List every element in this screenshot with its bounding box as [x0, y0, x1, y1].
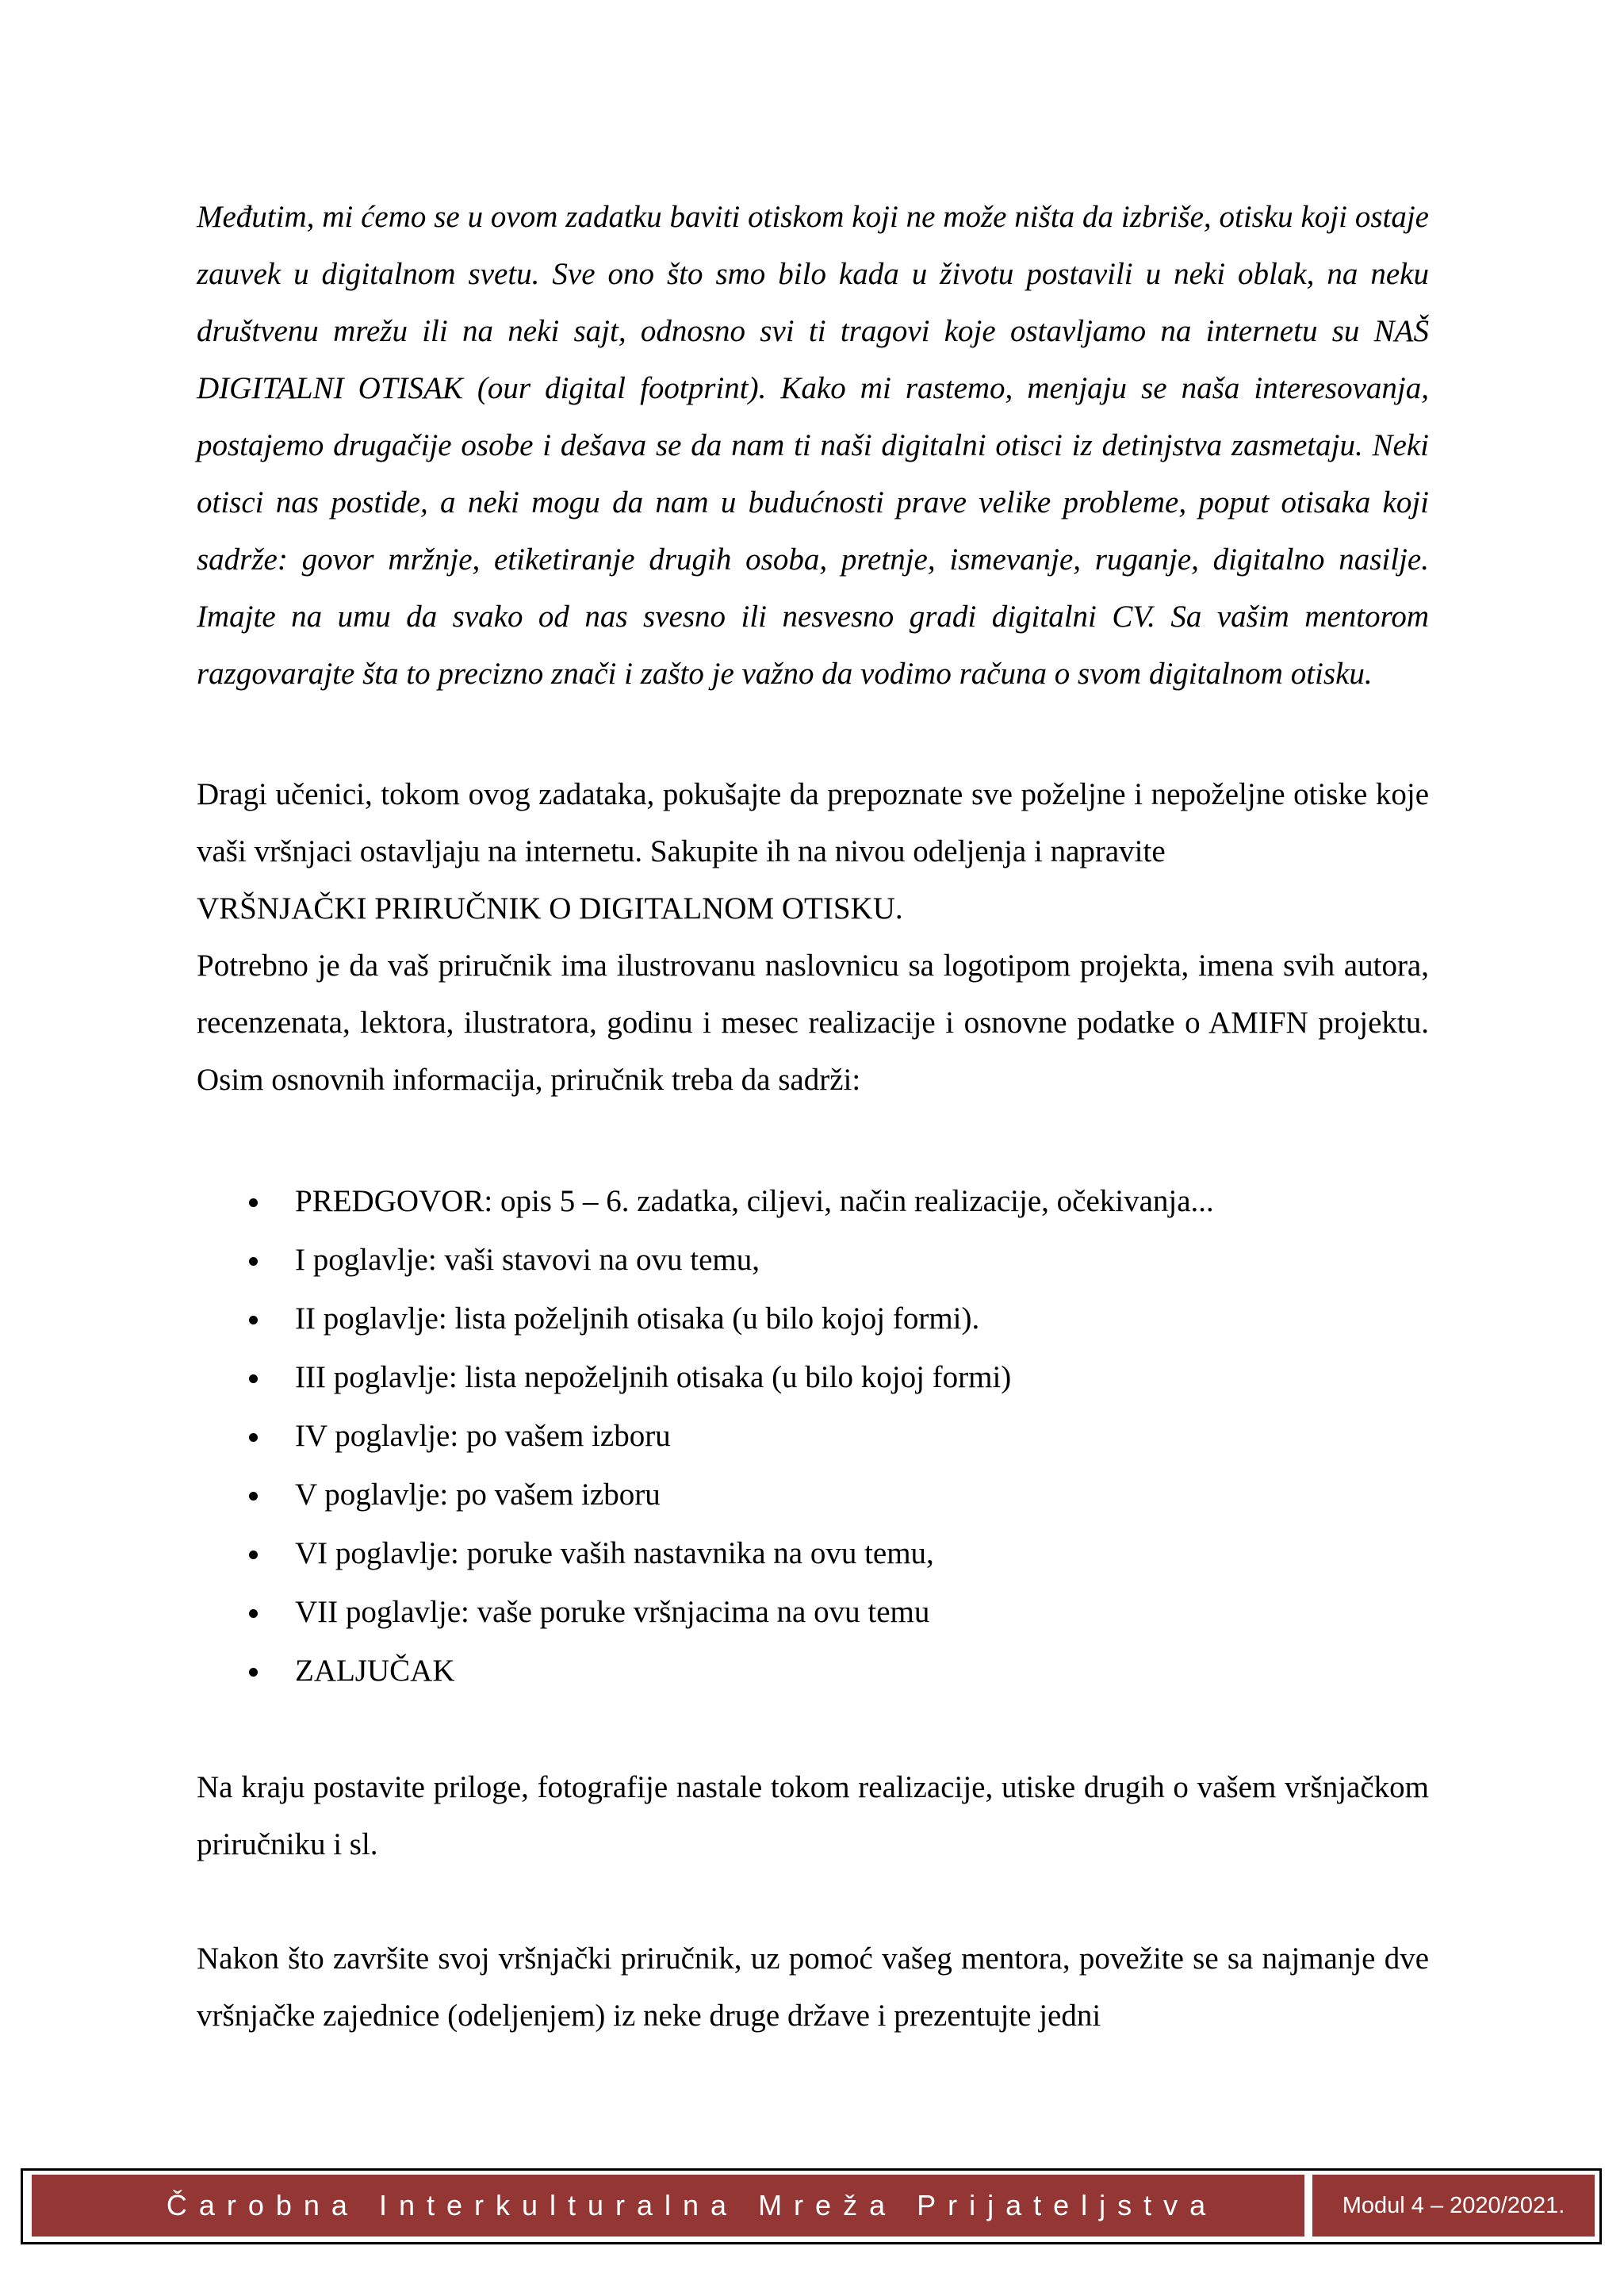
list-item: [197, 1348, 1429, 1407]
list-item: [197, 1642, 1429, 1700]
bullet-icon: [249, 1609, 258, 1618]
list-item: [197, 1407, 1429, 1466]
bullet-icon: [249, 1198, 258, 1207]
bullet-icon: [249, 1550, 258, 1559]
footer-project-name: Čarobna Interkulturalna Mreža Prijateljstva: [166, 2189, 1218, 2221]
chapter-list: [197, 1172, 1429, 1700]
list-item-text: PREDGOVOR: opis 5 – 6. zadatka, ciljevi, način realizacije, očekivanja...: [295, 1184, 1214, 1218]
list-item-text: V poglavlje: po vašem izboru: [295, 1478, 661, 1512]
list-item: [197, 1466, 1429, 1524]
footer-project-banner: [32, 2175, 1304, 2237]
list-item-text: II poglavlje: lista poželjnih otisaka (u bilo kojoj formi).: [295, 1301, 980, 1336]
bullet-icon: [249, 1492, 258, 1501]
final-paragraph: Nakon što završite svoj vršnjački priručnik, uz pomoć vašeg mentora, povežite se sa najmanje dve vršnjačke zajednice (odeljenjem) iz neke druge države i prezentujte jedni: [197, 1941, 1429, 2033]
requirements-paragraph: Potrebno je da vaš priručnik ima ilustrovanu naslovnicu sa logotipom projekta, imena svih autora, recenzenata, lektora, ilustratora, godinu i mesec realizacije i osnovne podatke o AMIFN projektu. Osim osnovnih informacija, priručnik treba da sadrži:: [197, 949, 1429, 1097]
intro-paragraph: Međutim, mi ćemo se u ovom zadatku baviti otiskom koji ne može ništa da izbriše, otisku koji ostaje zauvek u digitalnom svetu. Sve ono što smo bilo kada u životu postavili u neki oblak, na neku društvenu mrežu ili na neki sajt, odnosno svi ti tragovi koje ostavljamo na internetu su NAŠ DIGITALNI OTISAK (our digital footprint). Kako mi rastemo, menjaju se naša interesovanja, postajemo drugačije osobe i dešava se da nam ti naši digitalni otisci iz detinjstva zasmetaju. Neki otisci nas postide, a neki mogu da nam u budućnosti prave velike probleme, poput otisaka koji sadrže: govor mržnje, etiketiranje drugih osoba, pretnje, ismevanje, ruganje, digitalno nasilje. Imajte na umu da svako od nas svesno ili nesvesno gradi digitalni CV. Sa vašim mentorom razgovarajte šta to precizno znači i zašto je važno da vodimo računa o svom digitalnom otisku.: [197, 200, 1429, 691]
students-paragraph: Dragi učenici, tokom ovog zadataka, pokušajte da prepoznate sve poželjne i nepoželjne otiske koje vaši vršnjaci ostavljaju na internetu. Sakupite ih na nivou odeljenja i napravite: [197, 777, 1429, 868]
list-item-text: VII poglavlje: vaše poruke vršnjacima na ovu temu: [295, 1595, 930, 1629]
list-item-text: ZALJUČAK: [295, 1654, 455, 1688]
bullet-icon: [249, 1257, 258, 1266]
bullet-icon: [249, 1316, 258, 1324]
handbook-title-line: VRŠNJAČKI PRIRUČNIK O DIGITALNOM OTISKU.: [197, 891, 903, 926]
list-item-text: VI poglavlje: poruke vaših nastavnika na ovu temu,: [295, 1536, 934, 1570]
list-item: [197, 1172, 1429, 1231]
bullet-icon: [249, 1668, 258, 1677]
list-item-text: IV poglavlje: po vašem izboru: [295, 1419, 671, 1453]
footer-module-box: [1312, 2175, 1595, 2237]
list-item: [197, 1290, 1429, 1348]
list-item-text: III poglavlje: lista nepoželjnih otisaka (u bilo kojoj formi): [295, 1360, 1012, 1394]
list-item: [197, 1231, 1429, 1290]
list-item-text: I poglavlje: vaši stavovi na ovu temu,: [295, 1243, 760, 1277]
bullet-icon: [249, 1374, 258, 1383]
bullet-icon: [249, 1433, 258, 1442]
list-item: [197, 1583, 1429, 1642]
closing-paragraph: Na kraju postavite priloge, fotografije nastale tokom realizacije, utiske drugih o vašem vršnjačkom priručniku i sl.: [197, 1770, 1429, 1861]
footer-module-label: Modul 4 – 2020/2021.: [1342, 2192, 1565, 2218]
document-body: [197, 189, 1429, 2045]
list-item: [197, 1524, 1429, 1583]
